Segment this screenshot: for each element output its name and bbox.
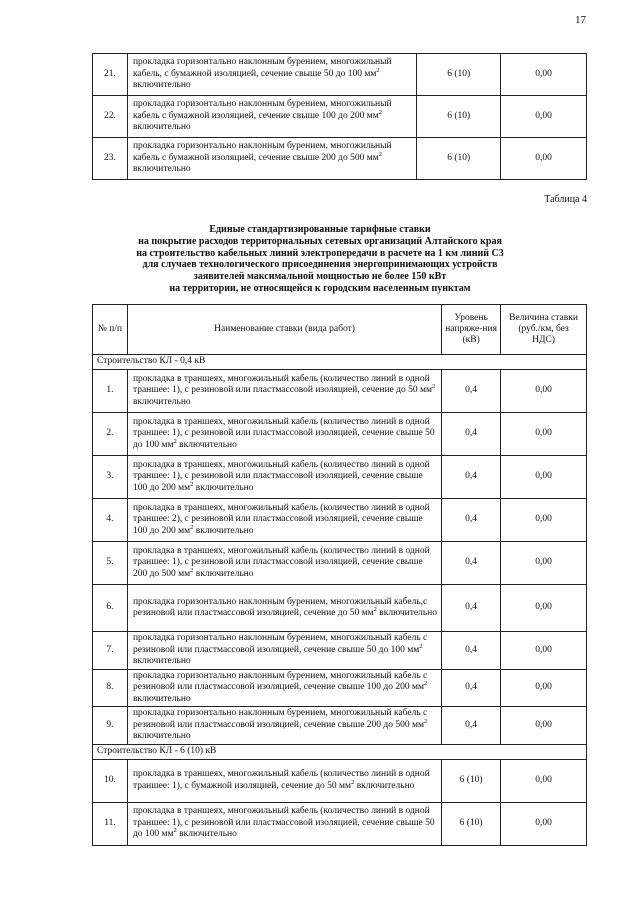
table-row	[93, 585, 587, 632]
row-number: 8.	[93, 669, 128, 707]
row-description: прокладка в траншеях, многожильный кабель (количество линий в одной траншее: 1), с бумажной изоляцией, сечение до 50 $мм^2$ включительно	[127, 759, 441, 802]
row-description: прокладка в траншеях, многожильный кабель (количество линий в одной траншее: 1), с резиновой или пластмассовой изоляцией, сечение свыше 100 до 200 $мм^2$ включительно	[127, 456, 441, 499]
row-rate: 0,00	[501, 759, 587, 802]
row-number: 1.	[93, 370, 128, 413]
row-description: прокладка горизонтально наклонным бурением, многожильный кабель с резиновой или пластмассовой изоляцией, сечение свыше 50 до 100 $мм^2$ включительно	[127, 632, 441, 670]
table-row	[93, 413, 587, 456]
row-description: прокладка горизонтально наклонным бурением, многожильный кабель с бумажной изоляцией, сечение свыше 100 до 200 $мм^2$ включительно	[127, 96, 416, 138]
table-row	[93, 54, 587, 96]
row-rate: 0,00	[501, 542, 587, 585]
row-number: 11.	[93, 802, 128, 845]
row-number: 22.	[93, 96, 128, 138]
row-description: прокладка в траншеях, многожильный кабель (количество линий в одной траншее: 1), с резиновой или пластмассовой изоляцией, сечение до 50 $мм^2$ включительно	[127, 370, 441, 413]
row-number: 5.	[93, 542, 128, 585]
table-row	[93, 456, 587, 499]
top-table	[92, 53, 587, 180]
row-voltage: 6 (10)	[417, 138, 501, 180]
row-voltage: 6 (10)	[417, 54, 501, 96]
row-voltage: 0,4	[442, 707, 501, 745]
table-row	[93, 707, 587, 745]
row-number: 3.	[93, 456, 128, 499]
header-num: № п/п	[93, 305, 128, 355]
section-title: Строительство КЛ - 6 (10) кВ	[93, 744, 587, 759]
row-rate: 0,00	[501, 370, 587, 413]
row-description: прокладка горизонтально наклонным бурением, многожильный кабель с бумажной изоляцией, сечение свыше 200 до 500 $мм^2$ включительно	[127, 138, 416, 180]
row-description: прокладка горизонтально наклонным бурением, многожильный кабель, с бумажной изоляцией, сечение свыше 50 до 100 $мм^2$ включительно	[127, 54, 416, 96]
table-caption: Таблица 4	[544, 194, 587, 205]
row-number: 6.	[93, 585, 128, 632]
row-voltage: 6 (10)	[442, 802, 501, 845]
row-voltage: 0,4	[442, 669, 501, 707]
row-voltage: 0,4	[442, 542, 501, 585]
row-rate: 0,00	[501, 138, 587, 180]
row-voltage: 0,4	[442, 499, 501, 542]
row-rate: 0,00	[501, 499, 587, 542]
row-voltage: 0,4	[442, 413, 501, 456]
title-line: заявителей максимальной мощностью не более 150 кВт	[193, 271, 447, 283]
row-rate: 0,00	[501, 707, 587, 745]
table-row	[93, 759, 587, 802]
table-row	[93, 499, 587, 542]
header-rate: Величина ставки (руб./км, без НДС)	[501, 305, 587, 355]
row-number: 4.	[93, 499, 128, 542]
table-row	[93, 370, 587, 413]
main-table	[92, 304, 587, 846]
row-number: 23.	[93, 138, 128, 180]
row-rate: 0,00	[501, 456, 587, 499]
row-rate: 0,00	[501, 802, 587, 845]
row-description: прокладка в траншеях, многожильный кабель (количество линий в одной траншее: 1), с резиновой или пластмассовой изоляцией, сечение свыше 200 до 500 $мм^2$ включительно	[127, 542, 441, 585]
row-voltage: 0,4	[442, 370, 501, 413]
row-voltage: 6 (10)	[442, 759, 501, 802]
row-voltage: 6 (10)	[417, 96, 501, 138]
table-row	[93, 632, 587, 670]
row-number: 2.	[93, 413, 128, 456]
section-title: Строительство КЛ - 0,4 кВ	[93, 355, 587, 370]
table-row	[93, 96, 587, 138]
title-line: для случаев технологического присоединения энергопринимающих устройств	[142, 259, 498, 271]
row-description: прокладка горизонтально наклонным бурением, многожильный кабель с резиновой или пластмассовой изоляцией, сечение свыше 200 до 500 $мм^2$ включительно	[127, 707, 441, 745]
table-row	[93, 138, 587, 180]
section-row	[93, 355, 587, 370]
row-number: 10.	[93, 759, 128, 802]
table-row	[93, 802, 587, 845]
row-number: 21.	[93, 54, 128, 96]
row-rate: 0,00	[501, 669, 587, 707]
section-row	[93, 744, 587, 759]
table-row	[93, 542, 587, 585]
row-rate: 0,00	[501, 96, 587, 138]
page-number: 17	[575, 14, 586, 26]
row-rate: 0,00	[501, 413, 587, 456]
title-line: на строительство кабельных линий электропередачи в расчете на 1 км линий С3	[136, 247, 504, 259]
title-line: Единые стандартизированные тарифные ставки	[209, 224, 431, 235]
row-description: прокладка в траншеях, многожильный кабель (количество линий в одной траншее: 2), с резиновой или пластмассовой изоляцией, сечение свыше 100 до 200 $мм^2$ включительно	[127, 499, 441, 542]
header-name: Наименование ставки (вида работ)	[127, 305, 441, 355]
header-voltage: Уровень напряже-ния (кВ)	[442, 305, 501, 355]
table-row	[93, 669, 587, 707]
row-voltage: 0,4	[442, 632, 501, 670]
row-rate: 0,00	[501, 585, 587, 632]
row-rate: 0,00	[501, 54, 587, 96]
row-description: прокладка в траншеях, многожильный кабель (количество линий в одной траншее: 1), с резиновой или пластмассовой изоляцией, сечение свыше 50 до 100 $мм^2$ включительно	[127, 413, 441, 456]
row-description: прокладка в траншеях, многожильный кабель (количество линий в одной траншее: 1), с резиновой или пластмассовой изоляцией, сечение свыше 50 до 100 $мм^2$ включительно	[127, 802, 441, 845]
row-voltage: 0,4	[442, 585, 501, 632]
document-title	[95, 224, 545, 295]
row-number: 7.	[93, 632, 128, 670]
row-rate: 0,00	[501, 632, 587, 670]
row-number: 9.	[93, 707, 128, 745]
row-description: прокладка горизонтально наклонным бурением, многожильный кабель с резиновой или пластмассовой изоляцией, сечение свыше 100 до 200 $мм^2$ включительно	[127, 669, 441, 707]
row-voltage: 0,4	[442, 456, 501, 499]
row-description: прокладка горизонтально наклонным бурением, многожильный кабель,с резиновой или пластмассовой изоляцией, сечение до 50 $мм^2$ включительно	[127, 585, 441, 632]
title-line: на территории, не относящейся к городским населенным пунктам	[169, 282, 471, 294]
title-line: на покрытие расходов территориальных сетевых организаций Алтайского края	[138, 235, 502, 247]
